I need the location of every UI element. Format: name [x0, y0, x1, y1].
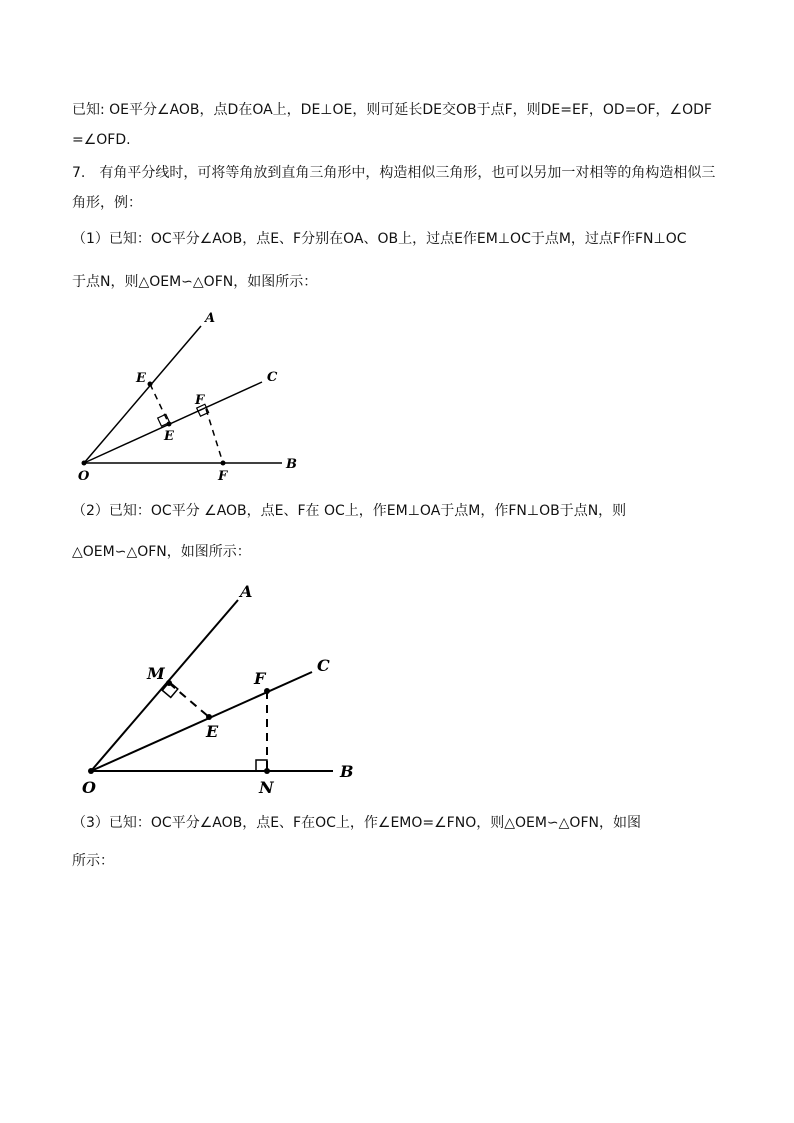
label-b: B: [286, 457, 297, 472]
label-m: M: [147, 664, 165, 683]
label-a: A: [240, 582, 253, 601]
ray-oc: [91, 672, 312, 771]
paragraph-line-3: 7. 有角平分线时，可将等角放到直角三角形中，构造相似三角形，也可以另加一对相等的角构造相似三: [72, 165, 716, 181]
figure-1: [0, 0, 794, 500]
paragraph-line-9: （3）已知：OC平分∠AOB，点E、F在OC上，作∠EMO=∠FNO，则△OEM∽△OFN，如图: [72, 815, 641, 831]
dashed-fn: [206, 409, 223, 463]
dashed-em: [150, 384, 169, 424]
paragraph-line-6: 于点N，则△OEM∽△OFN，如图所示：: [72, 274, 318, 290]
label-e-top: E: [136, 371, 146, 386]
label-c: C: [267, 370, 278, 385]
label-o: O: [78, 469, 90, 484]
ray-oa: [84, 326, 201, 463]
label-e-bottom: E: [164, 429, 174, 444]
ray-oa: [91, 600, 238, 771]
figure-2: [0, 560, 794, 810]
paragraph-line-10: 所示：: [72, 853, 114, 869]
label-f: F: [254, 669, 266, 688]
label-n: N: [259, 778, 274, 797]
paragraph-line-5: （1）已知：OC平分∠AOB，点E、F分别在OA、OB上，过点E作EM⊥OC于点M，过点F作FN⊥OC: [72, 231, 687, 247]
paragraph-line-4: 角形，例：: [72, 195, 142, 211]
dashed-me: [169, 683, 209, 717]
paragraph-line-8: △OEM∽△OFN，如图所示：: [72, 544, 251, 560]
paragraph-line-1: 已知: OE平分∠AOB，点D在OA上，DE⊥OE，则可延长DE交OB于点F，则DE=EF，OD=OF，∠ODF: [72, 102, 712, 118]
label-a: A: [205, 311, 216, 326]
paragraph-line-2: =∠OFD.: [72, 132, 131, 148]
label-f-bottom: F: [218, 469, 228, 484]
paragraph-line-7: （2）已知：OC平分 ∠AOB，点E、F在 OC上，作EM⊥OA于点M，作FN⊥OB于点N，则: [72, 503, 627, 519]
ray-oc: [84, 382, 262, 463]
label-e: E: [206, 722, 219, 741]
label-c: C: [317, 656, 330, 675]
label-b: B: [340, 762, 354, 781]
label-o: O: [82, 778, 96, 797]
label-f-top: F: [195, 393, 205, 408]
